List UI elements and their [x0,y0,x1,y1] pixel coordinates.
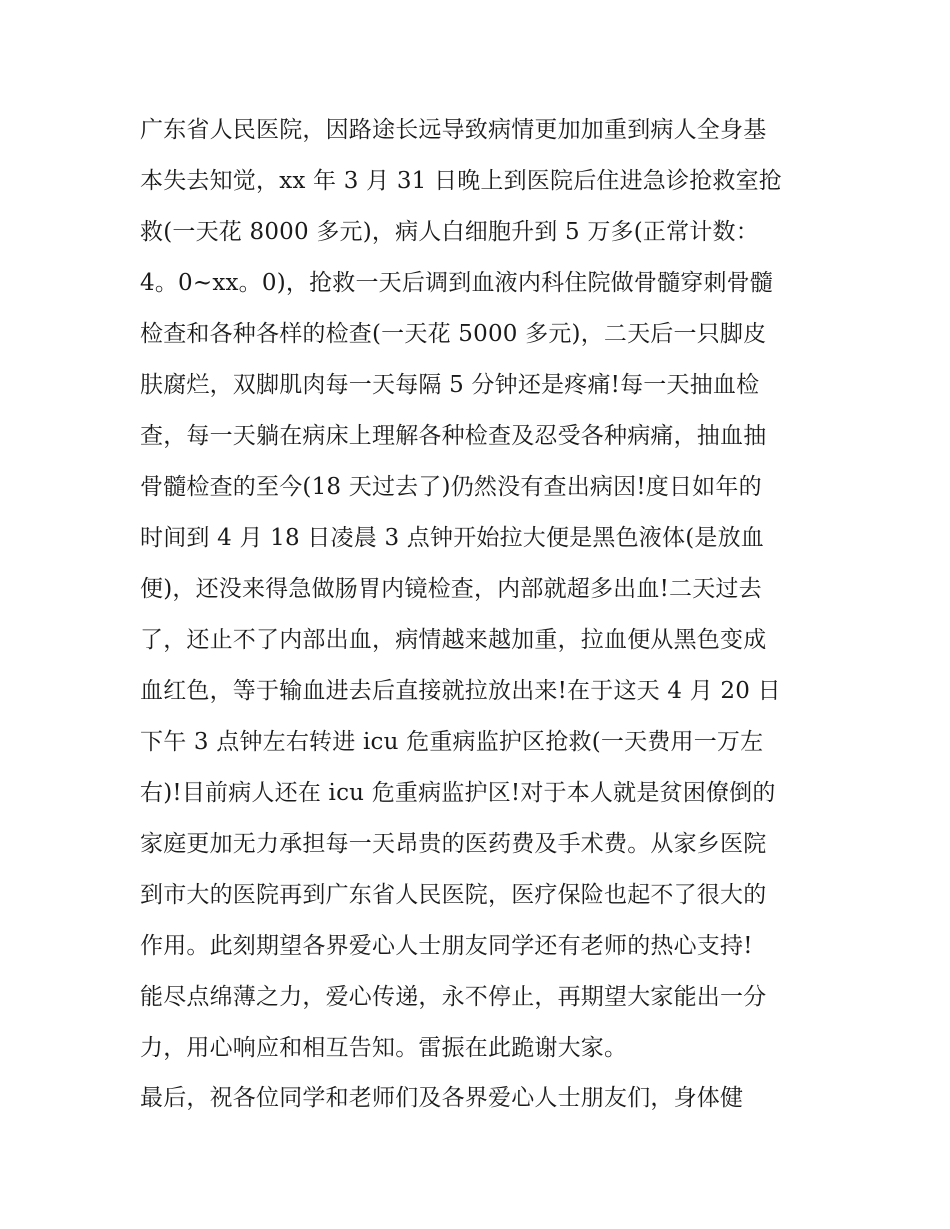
text-line: 4。0~xx。0)，抢救一天后调到血液内科住院做骨髓穿刺骨髓 [140,270,774,296]
text-line: 家庭更加无力承担每一天昂贵的医药费及手术费。从家乡医院 [140,831,767,857]
text-line: 力，用心响应和相互告知。雷振在此跪谢大家。 [140,1035,628,1061]
text-line: 查，每一天躺在病床上理解各种检查及忍受各种病痛，抽血抽 [140,423,767,449]
text-line: 时间到 4 月 18 日凌晨 3 点钟开始拉大便是黑色液体(是放血 [140,525,764,551]
text-line: 广东省人民医院，因路途长远导致病情更加加重到病人全身基 [140,117,767,143]
text-line: 救(一天花 8000 多元)，病人白细胞升到 5 万多(正常计数： [140,219,759,245]
text-line: 能尽点绵薄之力，爱心传递，永不停止，再期望大家能出一分 [140,984,767,1010]
text-line: 检查和各种各样的检查(一天花 5000 多元)，二天后一只脚皮 [140,321,767,347]
text-line: 了，还止不了内部出血，病情越来越加重，拉血便从黑色变成 [140,627,767,653]
text-line: 右)!目前病人还在 icu 危重病监护区!对于本人就是贫困僚倒的 [140,780,776,806]
text-line: 血红色，等于输血进去后直接就拉放出来!在于这天 4 月 20 日 [140,678,781,704]
text-line: 本失去知觉，xx 年 3 月 31 日晚上到医院后住进急诊抢救室抢 [140,168,782,194]
text-line: 作用。此刻期望各界爱心人士朋友同学还有老师的热心支持! [140,933,753,959]
text-line: 骨髓检查的至今(18 天过去了)仍然没有查出病因!度日如年的 [140,474,762,500]
text-line: 下午 3 点钟左右转进 icu 危重病监护区抢救(一天费用一万左 [140,729,764,755]
text-line: 便)，还没来得急做肠胃内镜检查，内部就超多出血!二天过去 [140,576,762,602]
text-line: 肤腐烂，双脚肌肉每一天每隔 5 分钟还是疼痛!每一天抽血检 [140,372,760,398]
text-line: 最后，祝各位同学和老师们及各界爱心人士朋友们，身体健 [140,1085,744,1111]
text-line: 到市大的医院再到广东省人民医院，医疗保险也起不了很大的 [140,882,767,908]
